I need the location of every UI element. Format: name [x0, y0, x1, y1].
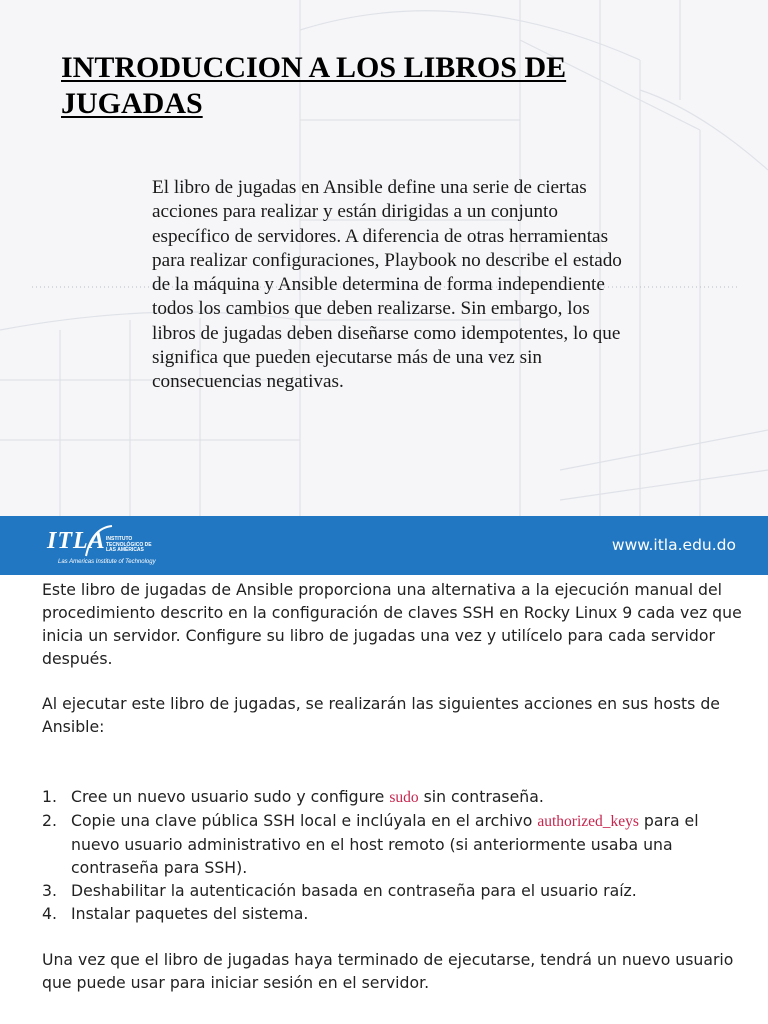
- inline-code: authorized_keys: [537, 813, 639, 830]
- actions-list: [42, 785, 742, 925]
- list-item-text: Cree un nuevo usuario sudo y configure: [71, 787, 390, 806]
- list-item: [42, 879, 742, 902]
- closing-paragraph: Una vez que el libro de jugadas haya terminado de ejecutarse, tendrá un nuevo usuario que puede usar para iniciar sesión en el servidor.: [42, 950, 734, 992]
- itla-banner: [0, 516, 768, 575]
- logo-tagline: Las Americas Institute of Technology: [58, 559, 156, 565]
- list-item: [42, 902, 742, 925]
- list-item: [42, 785, 742, 809]
- list-item-number: 1.: [42, 787, 57, 806]
- inline-code: sudo: [389, 789, 419, 806]
- slide-body-text: El libro de jugadas en Ansible define una serie de ciertas acciones para realizar y están dirigidas a un conjunto específico de servidores. A diferencia de otras herramientas para realizar configuraciones, Playbook no describe el estado de la máquina y Ansible determina de forma independiente todos los cambios que deben realizarse. Sin embargo, los libros de jugadas deben diseñarse como idempotentes, lo que significa que pueden ejecutarse más de una vez sin consecuencias negativas.: [152, 177, 622, 393]
- list-item-number: 3.: [42, 881, 57, 900]
- actions-paragraph: Al ejecutar este libro de jugadas, se realizarán las siguientes acciones en sus hosts de Ansible:: [42, 694, 720, 736]
- list-item-number: 2.: [42, 811, 57, 830]
- list-item-text: Instalar paquetes del sistema.: [71, 904, 309, 923]
- itla-logo[interactable]: [44, 524, 174, 568]
- list-item: [42, 809, 742, 879]
- logo-institution: INSTITUTO TECNOLÓGICO DE LAS AMÉRICAS: [106, 536, 152, 553]
- list-item-text: Copie una clave pública SSH local e inclúyala en el archivo: [71, 811, 538, 830]
- list-item-text: Deshabilitar la autenticación basada en contraseña para el usuario raíz.: [71, 881, 637, 900]
- logo-text: ITLA: [47, 528, 106, 554]
- slide-title: INTRODUCCION A LOS LIBROS DE JUGADAS: [61, 51, 567, 120]
- intro-paragraph: Este libro de jugadas de Ansible proporciona una alternativa a la ejecución manual del procedimiento descrito en la configuración de claves SSH en Rocky Linux 9 cada vez que inicia un servidor. Configure su libro de jugadas una vez y utilícelo para cada servidor después.: [42, 580, 742, 668]
- document-body: [42, 578, 742, 994]
- list-item-text: para el nuevo usuario administrativo en el host remoto (si anteriormente usaba una contraseña para SSH).: [71, 811, 699, 877]
- site-url-link[interactable]: www.itla.edu.do: [611, 536, 736, 554]
- list-item-text: sin contraseña.: [418, 787, 544, 806]
- list-item-number: 4.: [42, 904, 57, 923]
